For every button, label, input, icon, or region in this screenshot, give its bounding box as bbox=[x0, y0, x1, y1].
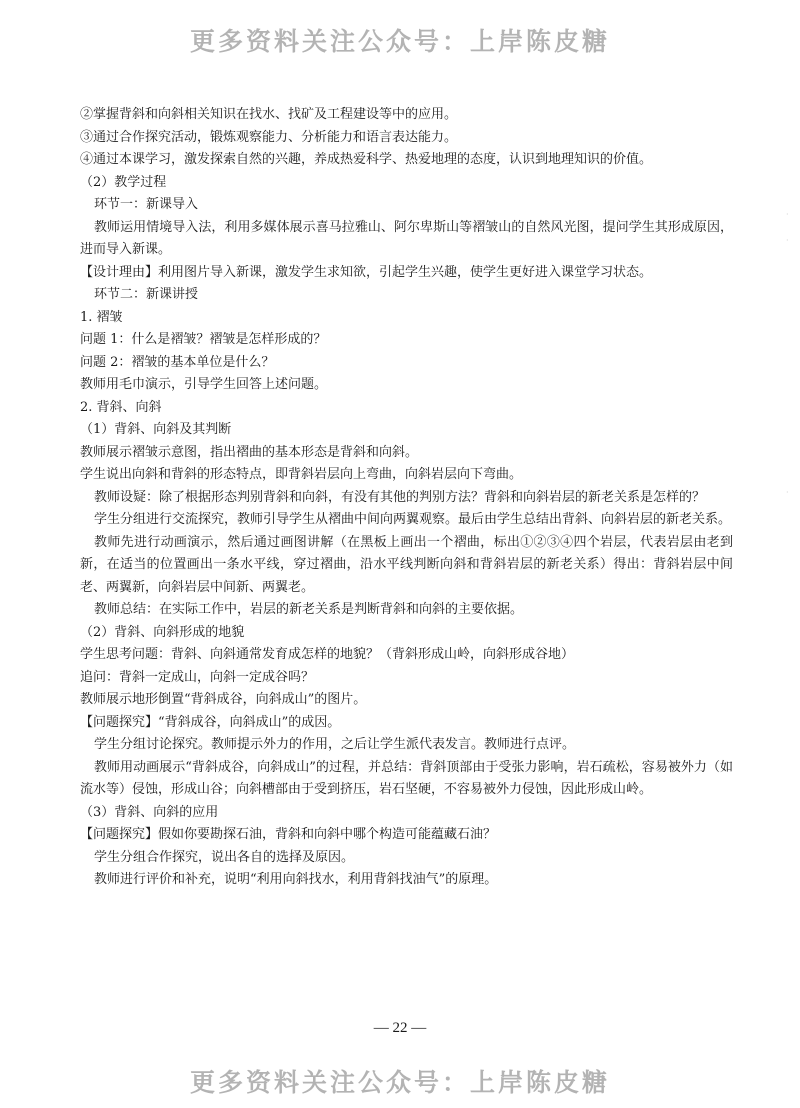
page-body bbox=[80, 104, 735, 892]
paragraph-intro: 教师运用情境导入法，利用多媒体展示喜马拉雅山、阿尔卑斯山等褶皱山的自然风光图，提问学生其形成原因，进而导入新课。 bbox=[80, 219, 733, 257]
page-number: — 22 — bbox=[373, 1020, 427, 1036]
paragraph-evaluation: 教师进行评价和补充，说明“利用向斜找水，利用背斜找油气”的原理。 bbox=[94, 872, 498, 887]
section-heading-process: （2）教学过程 bbox=[80, 174, 167, 190]
paragraph-animation-summary: 教师用动画展示“背斜成谷，向斜成山”的过程，并总结：背斜顶部由于受张力影响，岩石疏松，容易被外力（如流水等）侵蚀，形成山谷；向斜槽部由于受到挤压，岩石坚硬，不容易被外力侵蚀，因此形成山岭。 bbox=[80, 759, 733, 797]
subheading-anticline-syncline: 2. 背斜、向斜 bbox=[80, 399, 162, 415]
subheading-judgement: （1）背斜、向斜及其判断 bbox=[80, 422, 232, 437]
problem-inquiry-1: 【问题探究】“背斜成谷，向斜成山”的成因。 bbox=[80, 714, 341, 730]
paragraph-teacher-question: 教师设疑：除了根据形态判别背斜和向斜，有没有其他的判别方法？背斜和向斜岩层的新老关系是怎样的？ bbox=[94, 489, 706, 505]
stage-heading-teaching: 环节二：新课讲授 bbox=[94, 287, 199, 302]
problem-inquiry-2: 【问题探究】假如你要勘探石油，背斜和向斜中哪个构造可能蕴藏石油？ bbox=[80, 827, 497, 842]
subheading-applications: （3）背斜、向斜的应用 bbox=[80, 804, 219, 820]
subheading-folds: 1. 褶皱 bbox=[80, 309, 123, 325]
subheading-landforms: （2）背斜、向斜形成的地貌 bbox=[80, 624, 245, 640]
design-rationale: 【设计理由】利用图片导入新课，激发学生求知欲，引起学生兴趣，使学生更好进入课堂学习状态。 bbox=[80, 264, 653, 280]
question-2: 问题 2：褶皱的基本单位是什么？ bbox=[80, 354, 275, 370]
paragraph-fold-diagram: 教师展示褶皱示意图，指出褶曲的基本形态是背斜和向斜。 bbox=[80, 444, 419, 460]
margin-scan-mark: · bbox=[786, 210, 789, 219]
paragraph-group-discussion: 学生分组讨论探究。教师提示外力的作用，之后让学生派代表发言。教师进行点评。 bbox=[94, 737, 576, 752]
question-1: 问题 1：什么是褶皱？褶皱是怎样形成的？ bbox=[80, 332, 327, 347]
paragraph-teacher-summary: 教师总结：在实际工作中，岩层的新老关系是判断背斜和向斜的主要依据。 bbox=[94, 602, 524, 617]
paragraph-follow-up: 追问：背斜一定成山，向斜一定成谷吗？ bbox=[80, 669, 315, 685]
paragraph-inverted-relief: 教师展示地形倒置“背斜成谷，向斜成山”的图片。 bbox=[80, 692, 367, 707]
paragraph-student-thinking: 学生思考问题：背斜、向斜通常发育成怎样的地貌？（背斜形成山岭，向斜形成谷地） bbox=[80, 647, 575, 662]
paragraph-animation-demo: 教师先进行动画演示，然后通过画图讲解（在黑板上画出一个褶曲，标出①②③④四个岩层，代表岩层由老到新，在适当的位置画出一条水平线，穿过褶曲，沿水平线判断向斜和背斜岩层的新老关系）得出：背斜岩层中间老、两翼新，向斜岩层中间新、两翼老。 bbox=[80, 534, 733, 595]
objective-3: ③通过合作探究活动，锻炼观察能力、分析能力和语言表达能力。 bbox=[80, 129, 458, 145]
margin-scan-mark: · bbox=[786, 488, 789, 497]
paragraph-shape-features: 学生说出向斜和背斜的形态特点，即背斜岩层向上弯曲，向斜岩层向下弯曲。 bbox=[80, 467, 523, 482]
stage-heading-intro: 环节一：新课导入 bbox=[94, 197, 199, 212]
margin-scan-mark: · bbox=[786, 236, 789, 245]
objective-4: ④通过本课学习，激发探索自然的兴趣，养成热爱科学、热爱地理的态度，认识到地理知识的价值。 bbox=[80, 152, 653, 167]
watermark-top: 更多资料关注公众号：上岸陈皮糖 bbox=[189, 27, 610, 56]
watermark-bottom: 更多资料关注公众号：上岸陈皮糖 bbox=[189, 1068, 610, 1097]
objective-2: ②掌握背斜和向斜相关知识在找水、找矿及工程建设等中的应用。 bbox=[80, 107, 458, 122]
paragraph-group-cooperation: 学生分组合作探究，说出各自的选择及原因。 bbox=[94, 849, 355, 865]
paragraph-group-inquiry: 学生分组进行交流探究，教师引导学生从褶曲中间向两翼观察。最后由学生总结出背斜、向斜岩层的新老关系。 bbox=[94, 512, 732, 527]
paragraph-towel-demo: 教师用毛巾演示，引导学生回答上述问题。 bbox=[80, 377, 328, 392]
